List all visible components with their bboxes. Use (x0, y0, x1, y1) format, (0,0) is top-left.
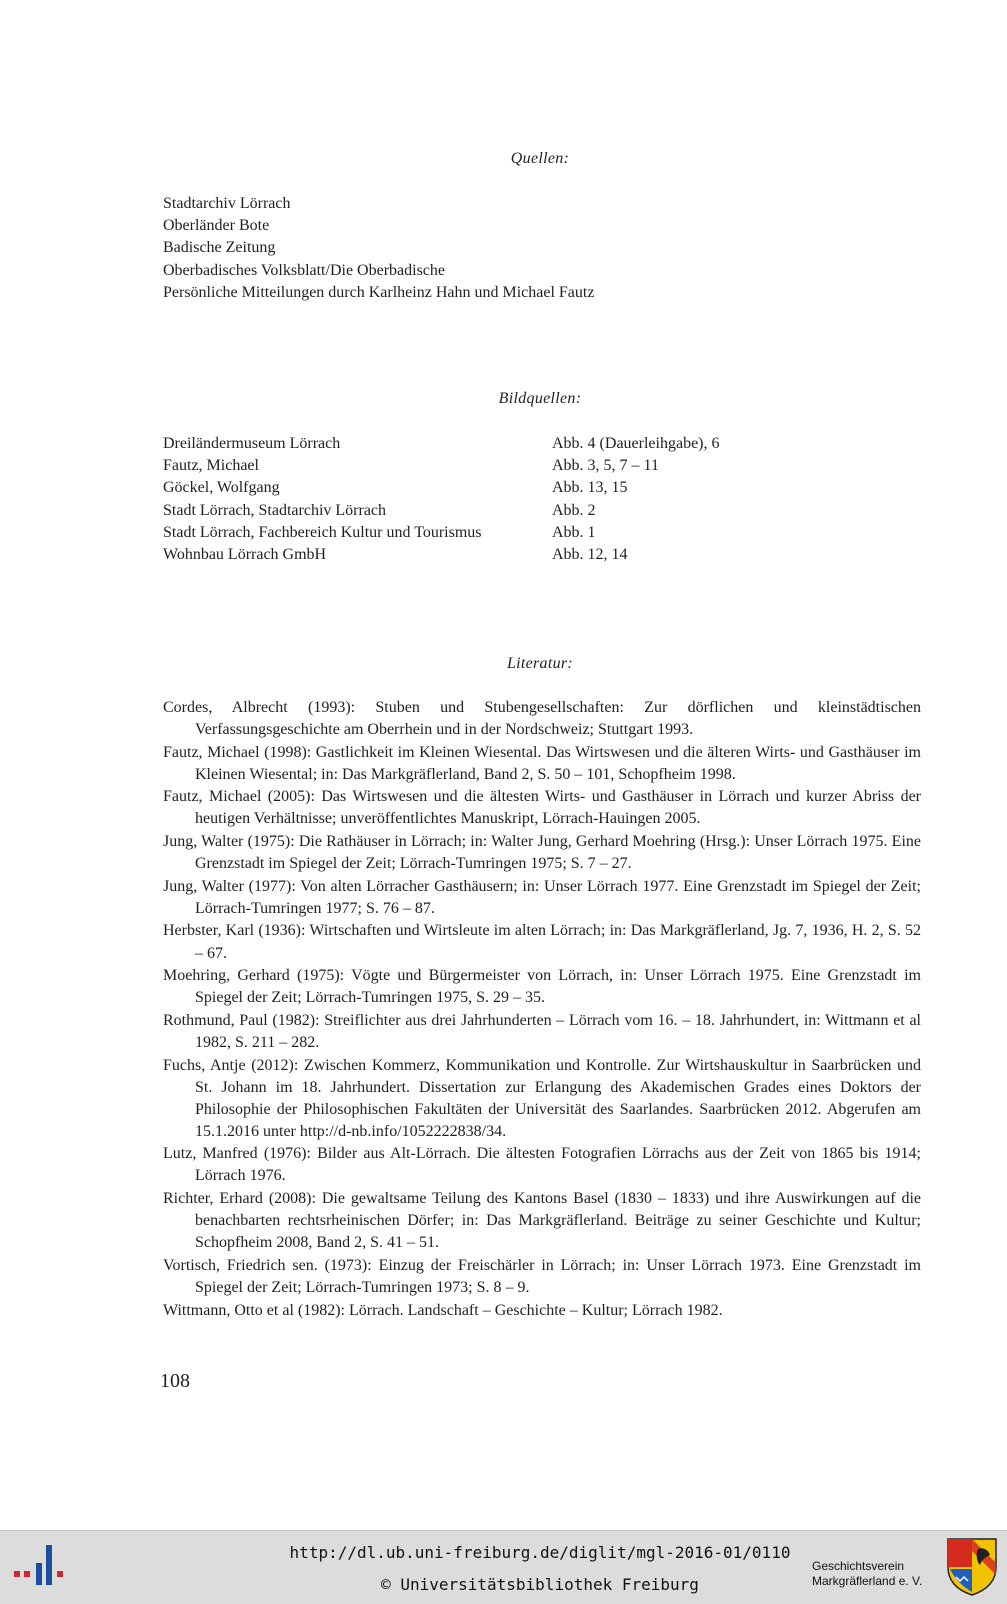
quellen-heading: Quellen: (510, 150, 570, 167)
literatur-entry: Richter, Erhard (2008): Die gewaltsame Teilung des Kantons Basel (1830 – 1833) und ihre Auswirkungen auf die benachbarten rechtsrheinischen Dörfer; in: Das Markgräflerland. Beiträge zu seiner Geschichte und Kultur; Schopfheim 2008, Band 2, S. 41 – 51. (163, 1190, 921, 1252)
quellen-item: Stadtarchiv Lörrach (163, 195, 291, 212)
literatur-list (163, 697, 921, 1322)
quellen-item: Oberbadisches Volksblatt/Die Oberbadische (163, 261, 446, 279)
quellen-item: Persönliche Mitteilungen durch Karlheinz Hahn und Michael Fautz (163, 283, 595, 301)
page-number: 108 (160, 1370, 190, 1392)
literatur-entry: Vortisch, Friedrich sen. (1973): Einzug der Freischärler in Lörrach; in: Unser Lörrach 1973. Eine Grenzstadt im Spiegel der Zeit; Lörrach-Tumringen 1973; S. 8 – 9. (163, 1256, 921, 1296)
quellen-item: Oberländer Bote (163, 217, 270, 235)
bildquellen-row (163, 477, 923, 499)
bildquellen-source: Wohnbau Lörrach GmbH (163, 545, 327, 563)
literatur-entry: Cordes, Albrecht (1993): Stuben und Stubengesellschaften: Zur dörflichen und kleinstädtischen Verfassungsgeschichte am Oberrhein und in der Nordschweiz; Stuttgart 1993. (163, 699, 921, 739)
literatur-entry: Fautz, Michael (1998): Gastlichkeit im Kleinen Wiesental. Das Wirtswesen und die älteren Wirts- und Gasthäuser im Kleinen Wiesental; in: Das Markgräflerland, Band 2, S. 50 – 101, Schopfheim 1998. (163, 743, 921, 783)
footer-url-link[interactable]: http://dl.ub.uni-freiburg.de/diglit/mgl-2016-01/0110 (289, 1543, 791, 1562)
bildquellen-ref: Abb. 1 (552, 523, 596, 541)
quellen-item: Badische Zeitung (163, 239, 276, 257)
literatur-entry: Fuchs, Antje (2012): Zwischen Kommerz, Kommunikation und Kontrolle. Zur Wirtshauskultur in Saarbrücken und St. Johann im 18. Jahrhundert. Dissertation zur Erlangung des Akademischen Grades eines Doktors der Philosophie der Philosophischen Fakultäten der Universität des Saarlandes. Saarbrücken 2012. Abgerufen am 15.1.2016 unter http://d-nb.info/1052222838/34. (163, 1056, 921, 1140)
literatur-heading: Literatur: (506, 655, 574, 672)
literatur-entry: Lutz, Manfred (1976): Bilder aus Alt-Lörrach. Die ältesten Fotografien Lörrachs aus der Zeit von 1865 bis 1914; Lörrach 1976. (163, 1145, 921, 1185)
footer-copyright: © Universitätsbibliothek Freiburg (381, 1575, 699, 1594)
bildquellen-row (163, 522, 923, 544)
literatur-entry: Wittmann, Otto et al (1982): Lörrach. Landschaft – Geschichte – Kultur; Lörrach 1982. (163, 1301, 723, 1319)
bildquellen-row (163, 544, 923, 566)
footer-bar (0, 1530, 1007, 1604)
literatur-entry: Rothmund, Paul (1982): Streiflichter aus drei Jahrhunderten – Lörrach vom 16. – 18. Jahrhundert, in: Wittmann et al 1982, S. 211 – 282. (163, 1011, 921, 1051)
society-line-2: Markgräflerland e. V. (812, 1574, 923, 1588)
crest-icon (946, 1537, 998, 1597)
bildquellen-source: Stadt Lörrach, Fachbereich Kultur und Tourismus (163, 523, 482, 541)
bildquellen-row (163, 500, 923, 522)
bildquellen-ref: Abb. 12, 14 (552, 545, 628, 563)
literatur-entry: Herbster, Karl (1936): Wirtschaften und Wirtsleute im alten Lörrach; in: Das Markgräflerland, Jg. 7, 1936, H. 2, S. 52 – 67. (163, 922, 921, 962)
bildquellen-row (163, 455, 923, 477)
bildquellen-source: Dreiländermuseum Lörrach (163, 435, 341, 452)
bildquellen-row (163, 433, 923, 455)
bildquellen-ref: Abb. 13, 15 (552, 479, 628, 497)
society-line-1: Geschichtsverein (812, 1559, 905, 1573)
bildquellen-table (163, 433, 923, 566)
bildquellen-ref: Abb. 4 (Dauerleihgabe), 6 (552, 435, 720, 452)
literatur-entry: Jung, Walter (1975): Die Rathäuser in Lörrach; in: Walter Jung, Gerhard Moehring (Hrsg.): Unser Lörrach 1975. Eine Grenzstadt im Spiegel der Zeit; Lörrach-Tumringen 1975; S. 7 – 27. (163, 833, 921, 873)
bildquellen-ref: Abb. 2 (552, 501, 596, 519)
literatur-entry: Jung, Walter (1977): Von alten Lörracher Gasthäusern; in: Unser Lörrach 1977. Eine Grenzstadt im Spiegel der Zeit; Lörrach-Tumringen 1977; S. 76 – 87. (163, 877, 921, 917)
bildquellen-source: Fautz, Michael (163, 457, 259, 475)
quellen-list (163, 193, 923, 304)
society-name (812, 1559, 922, 1589)
bildquellen-ref: Abb. 3, 5, 7 – 11 (552, 457, 659, 475)
bildquellen-source: Göckel, Wolfgang (163, 479, 280, 497)
literatur-entry: Fautz, Michael (2005): Das Wirtswesen und die ältesten Wirts- und Gasthäuser in Lörrach und kurzer Abriss der heutigen Verhältnisse; unveröffentlichtes Manuskript, Lörrach-Hauingen 2005. (163, 788, 921, 828)
bildquellen-source: Stadt Lörrach, Stadtarchiv Lörrach (163, 501, 387, 519)
bildquellen-heading: Bildquellen: (498, 390, 582, 407)
literatur-entry: Moehring, Gerhard (1975): Vögte und Bürgermeister von Lörrach, in: Unser Lörrach 1975. Eine Grenzstadt im Spiegel der Zeit; Lörrach-Tumringen 1975, S. 29 – 35. (163, 967, 921, 1007)
